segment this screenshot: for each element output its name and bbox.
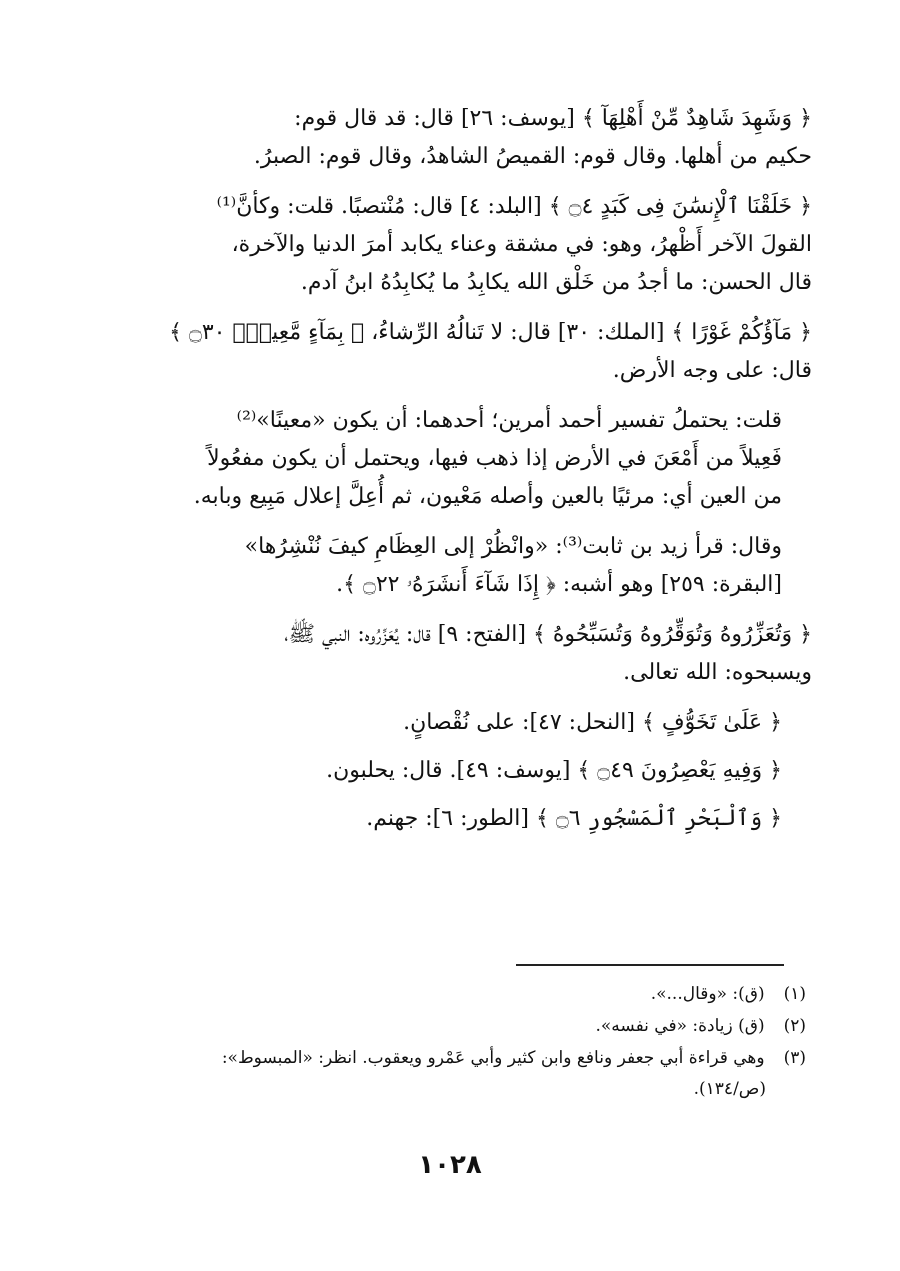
footnote-text: (ق): «وقال...».	[650, 984, 765, 1004]
paragraph-yusuf-26	[90, 100, 812, 176]
text-line: ﴿ وَفِيهِ يَعْصِرُونَ ۝٤٩ ﴾ [يوسف: ٤٩]. قال: يحلبون.	[326, 758, 782, 783]
paragraph-yusuf-49	[90, 752, 812, 790]
footnote-text: (ق) زيادة: «في نفسه».	[595, 1016, 765, 1036]
paragraph-commentary	[90, 402, 812, 516]
text-line: فَعِيلاً من أَمْعَنَ في الأرض إذا ذهب فيها، ويحتمل أن يكون مفعُولاً	[207, 446, 782, 471]
text-line: [البقرة: ٢٥٩] وهو أشبه: ﴿ إِذَا شَآءَ أَنشَرَهُۥ ۝٢٢ ﴾.	[336, 572, 782, 597]
footnote-number: (٣)	[783, 1048, 806, 1068]
text-line: ﴿ عَلَىٰ تَخَوُّفٍ ﴾ [النحل: ٤٧]: على نُقْصانٍ.	[403, 710, 782, 735]
text-line: ﴿ خَلَقْنَا ٱلْإِنسَٰنَ فِى كَبَدٍ ۝٤ ﴾ [البلد: ٤] قال: مُنْتصبًا. قلت: وكأنَّ⁽¹⁾	[216, 194, 812, 219]
text-line: القولَ الآخر أَظْهرُ، وهو: في مشقة وعناء يكابد أمرَ الدنيا والآخرة،	[231, 232, 812, 257]
text-line: قال: على وجه الأرض.	[612, 358, 812, 383]
footnote-number: (١)	[783, 984, 806, 1004]
text-line: ﴿ وَٱلْبَحْرِ ٱلْمَسْجُورِ ۝٦ ﴾ [الطور: ٦]: جهنم.	[366, 806, 782, 831]
paragraph-mulk-30	[90, 314, 812, 390]
text-line: قلت: يحتملُ تفسير أحمد أمرين؛ أحدهما: أن يكون «معينًا»⁽²⁾	[236, 408, 782, 433]
footnote-text: وهي قراءة أبي جعفر ونافع وابن كثير وأبي عَمْرو ويعقوب. انظر: «المبسوط»:	[221, 1048, 765, 1068]
text-line: وقال: قرأ زيد بن ثابت⁽³⁾: «وانْظُرْ إلى العِظَامِ كيفَ نُنْشِرُها»	[244, 534, 782, 559]
footnote-2	[90, 1010, 806, 1042]
paragraph-fath-9	[90, 616, 812, 692]
main-text	[90, 100, 812, 848]
text-line: ﴿ وَتُعَزِّرُوهُ وَتُوَقِّرُوهُ وَتُسَبِّحُوهُ ﴾ [الفتح: ٩] قال: يُعَزِّرُوه: النبي ﷺ،	[284, 622, 812, 647]
footnotes	[90, 978, 806, 1104]
text-line: قال الحسن: ما أجدُ من خَلْق الله يكابِدُ ما يُكابِدُهُ ابنُ آدم.	[300, 270, 812, 295]
footnote-separator	[516, 964, 784, 966]
paragraph-balad-4	[90, 188, 812, 302]
text-line: من العين أي: مرئيًا بالعين وأصله مَعْيون، ثم أُعِلَّ إعلال مَبِيع وبابه.	[193, 484, 782, 509]
footnote-3-continuation: (ص/١٣٤).	[693, 1079, 766, 1099]
text-line: ويسبحوه: الله تعالى.	[623, 660, 812, 685]
text-line: ﴿ وَشَهِدَ شَاهِدٌ مِّنْ أَهْلِهَآ ﴾ [يوسف: ٢٦] قال: قد قال قوم:	[294, 106, 812, 131]
footnote-1	[90, 978, 806, 1010]
paragraph-tur-6	[90, 800, 812, 838]
paragraph-nahl-47	[90, 704, 812, 742]
text-line: ﴿ مَآؤُكُمْ غَوْرًا ﴾ [الملك: ٣٠] قال: لا تَنالُهُ الرِّشاءُ، ﴿ بِمَآءٍ مَّعِينٍۭ ۝٣٠ ﴾	[169, 320, 812, 345]
footnote-3	[90, 1042, 806, 1074]
page-number: ١٠٢٨	[418, 1150, 482, 1180]
paragraph-zayd-reading	[90, 528, 812, 604]
footnote-number: (٢)	[783, 1016, 806, 1036]
text-line: حكيم من أهلها. وقال قوم: القميصُ الشاهدُ، وقال قوم: الصبرُ.	[253, 144, 812, 169]
